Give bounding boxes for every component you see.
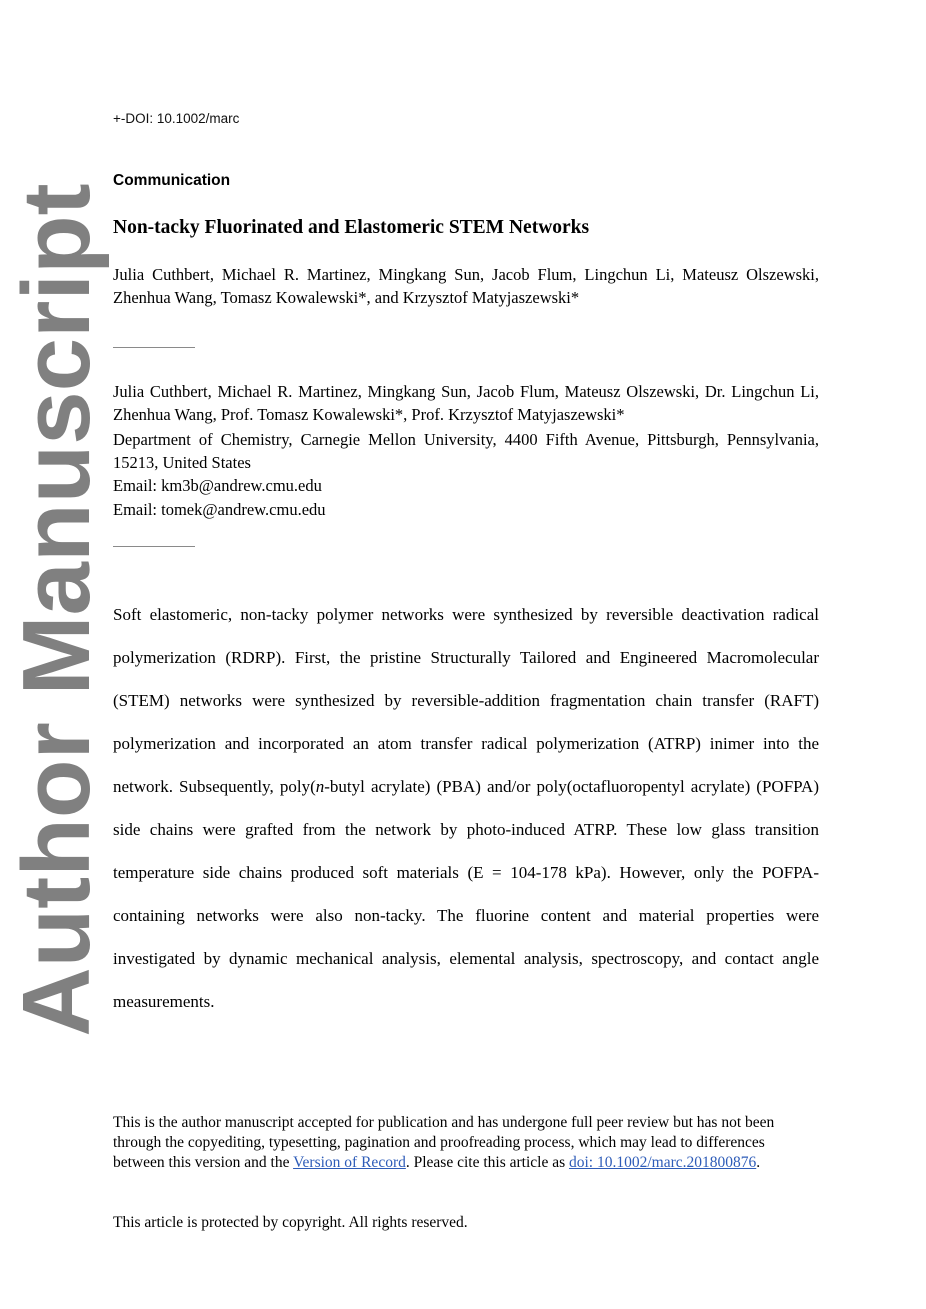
text-run: -butyl acrylate) (PBA) and/or poly(octafluoropentyl acrylate) (POFPA) side chains were grafted from the network by photo-induced ATRP. These low glass transition temperature side chains produced soft materials (E = 104-178 kPa). However, only the POFPA-containing networks were also non-tacky. The fluorine content and material properties were investigated by dynamic mechanical analysis, elemental analysis, spectroscopy, and contact angle measurements.: [113, 777, 819, 1011]
manuscript-content: [113, 0, 819, 1023]
abstract-paragraph: [113, 593, 819, 1023]
version-of-record-link[interactable]: Version of Record: [293, 1154, 406, 1171]
text-run: This is the author manuscript accepted for publication and has undergone full peer review but has not been through the copyediting, typesetting, pagination and proofreading process, which may lead to differences between this version and the: [113, 1114, 775, 1171]
footer-disclaimer: [113, 1113, 819, 1173]
affiliation: Department of Chemistry, Carnegie Mellon University, 4400 Fifth Avenue, Pittsburgh, Pennsylvania, 15213, United States: [113, 430, 819, 472]
text-run: Soft elastomeric, non-tacky polymer networks were synthesized by reversible deactivation radical polymerization (RDRP). First, the pristine Structurally Tailored and Engineered Macromolecular (STEM) networks were synthesized by reversible-addition fragmentation chain transfer (RAFT) polymerization and incorporated an atom transfer radical polymerization (ATRP) inimer into the network. Subsequently, poly(: [113, 605, 819, 796]
paper-title: Non-tacky Fluorinated and Elastomeric STEM Networks: [113, 217, 590, 238]
text-run: . Please cite this article as: [405, 1154, 569, 1171]
doi-link[interactable]: doi: 10.1002/marc.201800876: [568, 1154, 757, 1171]
italic-text: n: [315, 777, 325, 796]
correspondence-author-list: Julia Cuthbert, Michael R. Martinez, Mingkang Sun, Jacob Flum, Mateusz Olszewski, Dr. Lingchun Li, Zhenhua Wang, Prof. Tomasz Kowalewski*, Prof. Krzysztof Matyjaszewski*: [113, 382, 819, 424]
author-manuscript-watermark: Author Manuscript: [3, 183, 110, 1037]
author-list: Julia Cuthbert, Michael R. Martinez, Mingkang Sun, Jacob Flum, Lingchun Li, Mateusz Olszewski, Zhenhua Wang, Tomasz Kowalewski*, and Krzysztof Matyjaszewski*: [113, 265, 819, 307]
email-corresponding-1: Email: km3b@andrew.cmu.edu: [113, 476, 322, 495]
separator-rule-top: [113, 347, 195, 348]
copyright-notice: This article is protected by copyright. All rights reserved.: [113, 1214, 468, 1231]
text-run: .: [756, 1154, 761, 1171]
doi-header: +-DOI: 10.1002/marc: [113, 111, 240, 126]
email-corresponding-2: Email: tomek@andrew.cmu.edu: [113, 499, 326, 519]
article-type-label: Communication: [113, 172, 231, 189]
separator-rule-bottom: [113, 546, 195, 547]
